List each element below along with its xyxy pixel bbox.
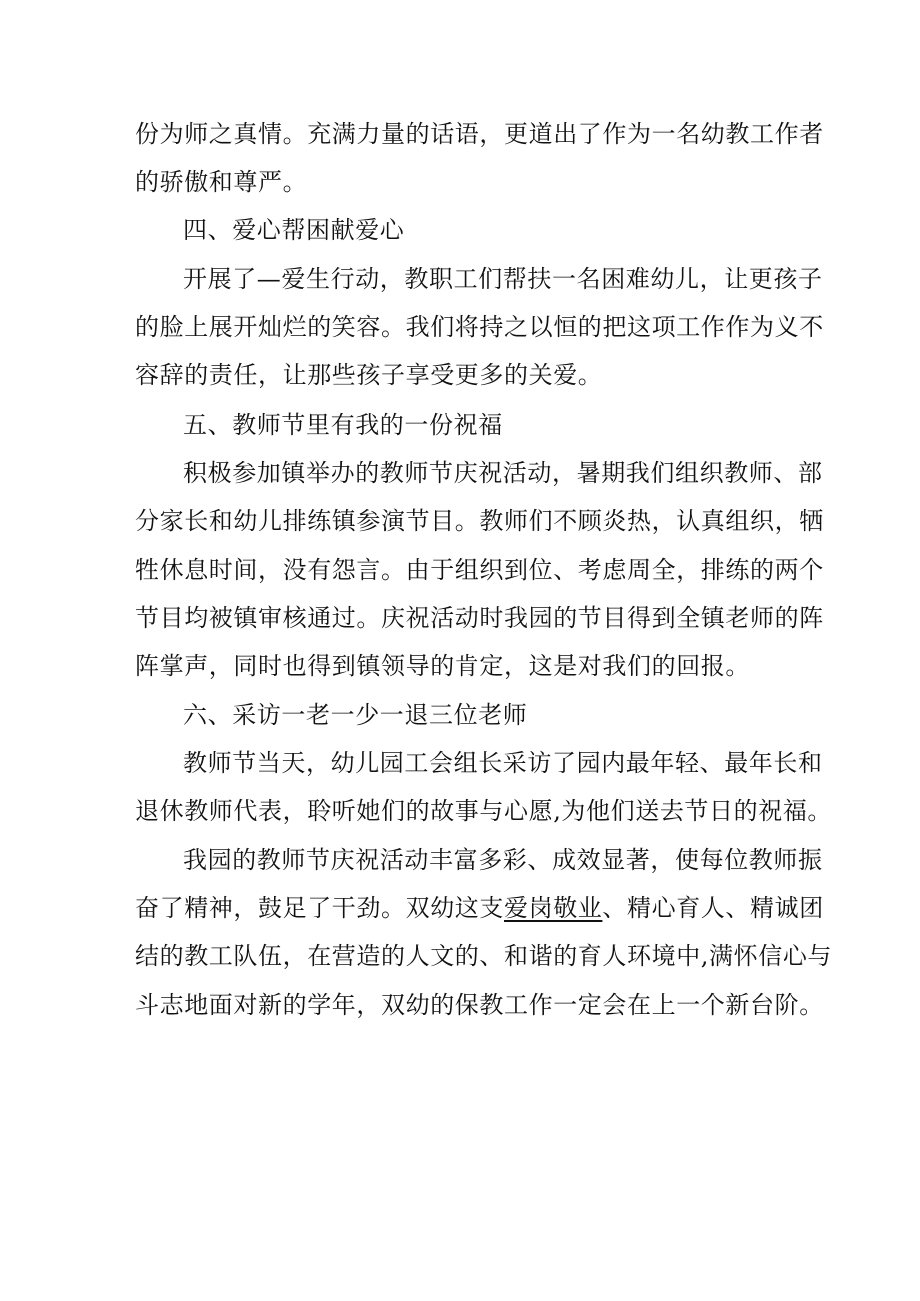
text-segment: 奋了精神，鼓足了干劲。双幼这支 (135, 894, 504, 922)
paragraph-line: 斗志地面对新的学年，双幼的保教工作一定会在上一个新台阶。 (135, 991, 824, 1019)
underlined-phrase: 爱岗敬业 (504, 894, 603, 922)
paragraph-line: 份为师之真情。充满力量的话语，更道出了作为一名幼教工作者 (135, 120, 824, 148)
paragraph-line: 阵掌声，同时也得到镇领导的肯定，这是对我们的回报。 (135, 652, 750, 680)
paragraph-line: 分家长和幼儿排练镇参演节目。教师们不顾炎热，认真组织，牺 (135, 507, 824, 535)
paragraph-line-with-underline (135, 884, 824, 932)
paragraph-line: 的骄傲和尊严。 (135, 168, 308, 196)
section-heading-5: 五、教师节里有我的一份祝福 (183, 411, 503, 439)
section-heading-4: 四、爱心帮困献爱心 (183, 216, 405, 244)
paragraph-line: 退休教师代表，聆听她们的故事与心愿,为他们送去节日的祝福。 (135, 797, 833, 825)
paragraph-line: 结的教工队伍，在营造的人文的、和谐的育人环境中,满怀信心与 (135, 942, 833, 970)
paragraph-line: 节目均被镇审核通过。庆祝活动时我园的节目得到全镇老师的阵 (135, 604, 824, 632)
paragraph-line: 我园的教师节庆祝活动丰富多彩、成效显著，使每位教师振 (183, 846, 823, 874)
paragraph-line: 积极参加镇举办的教师节庆祝活动，暑期我们组织教师、部 (183, 459, 823, 487)
paragraph-line: 的脸上展开灿烂的笑容。我们将持之以恒的把这项工作作为义不 (135, 313, 824, 341)
paragraph-line: 教师节当天，幼儿园工会组长采访了园内最年轻、最年长和 (183, 749, 823, 777)
paragraph-line: 开展了—爱生行动，教职工们帮扶一名困难幼儿，让更孩子 (183, 265, 823, 293)
paragraph-line: 容辞的责任，让那些孩子享受更多的关爱。 (135, 361, 603, 389)
section-heading-6: 六、采访一老一少一退三位老师 (183, 701, 528, 729)
paragraph-line: 牲休息时间，没有怨言。由于组织到位、考虑周全，排练的两个 (135, 556, 824, 584)
text-segment: 、精心育人、精诚团 (602, 894, 824, 922)
